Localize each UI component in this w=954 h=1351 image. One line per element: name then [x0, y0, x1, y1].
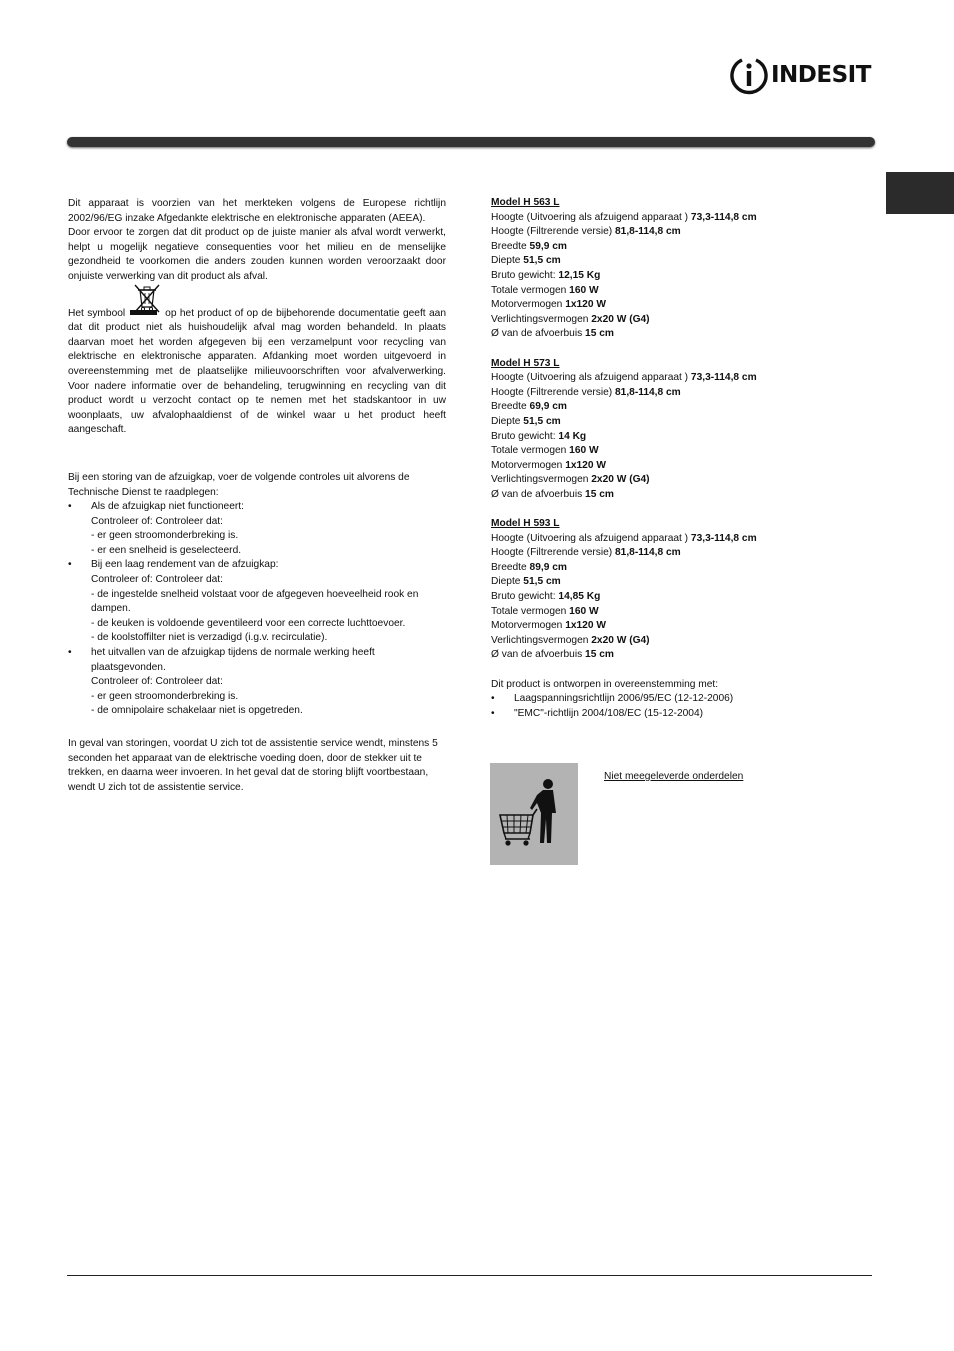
- symbol-paragraph: [68, 307, 446, 438]
- list-item: [68, 646, 446, 719]
- spec-row: Diepte 51,5 cm: [491, 576, 561, 588]
- reset-paragraph: In geval van storingen, voordat U zich tot de assistentie service wendt, minstens 5 seconden het apparaat van de elektrische voeding doen, door de stekker uit te trekken, en daarna weer invoeren. In het geval dat de storing blijft voortbestaan, wendt U zich tot de assistentie service.: [68, 738, 438, 793]
- model-title: Model H 593 L: [491, 518, 560, 530]
- spec-row: Hoogte (Uitvoering als afzuigend apparaat ) 73,3-114,8 cm: [491, 372, 757, 384]
- trouble-line: - er een snelheid is geselecteerd.: [91, 544, 242, 556]
- right-column: [491, 196, 871, 721]
- spec-row: Ø van de afvoerbuis 15 cm: [491, 488, 614, 500]
- spec-row: Diepte 51,5 cm: [491, 415, 561, 427]
- spec-row: Bruto gewicht: 14 Kg: [491, 430, 587, 442]
- spec-row: Breedte 89,9 cm: [491, 561, 567, 573]
- trouble-line: - er geen stroomonderbreking is.: [91, 530, 239, 542]
- trouble-line: - de koolstoffilter niet is verzadigd (i.g.v. recirculatie).: [91, 632, 328, 644]
- brand-name: INDESIT: [771, 61, 871, 88]
- spec-row: Breedte 59,9 cm: [491, 240, 567, 252]
- weee-black-bar: [130, 310, 157, 315]
- spec-row: Motorvermogen 1x120 W: [491, 459, 606, 471]
- list-item: [68, 558, 446, 646]
- spec-row: Hoogte (Uitvoering als afzuigend apparaat ) 73,3-114,8 cm: [491, 532, 757, 544]
- model-spec-block: [491, 517, 871, 663]
- bullet: •: [491, 707, 495, 719]
- indesit-i-circle-icon: [730, 55, 768, 95]
- spec-row: Hoogte (Filtrerende versie) 81,8-114,8 cm: [491, 386, 681, 398]
- model-title: Model H 563 L: [491, 197, 560, 208]
- trouble-line: Controleer of: Controleer dat:: [91, 676, 223, 688]
- trouble-line: - de omnipolaire schakelaar niet is opgetreden.: [91, 705, 303, 717]
- model-spec-block: [491, 357, 871, 503]
- spec-row: Verlichtingsvermogen 2x20 W (G4): [491, 313, 650, 325]
- spec-row: Hoogte (Filtrerende versie) 81,8-114,8 cm: [491, 226, 681, 238]
- parts-not-supplied-image: [490, 763, 578, 865]
- trouble-line: - de ingestelde snelheid volstaat voor de afgegeven hoeveelheid rook en dampen.: [91, 588, 419, 615]
- indesit-logo: [730, 53, 871, 97]
- trouble-line: Controleer of: Controleer dat:: [91, 515, 223, 527]
- conformity-intro: Dit product is ontworpen in overeenstemming met:: [491, 678, 719, 690]
- bullet: •: [68, 559, 72, 571]
- spec-row: Hoogte (Filtrerende versie) 81,8-114,8 cm: [491, 547, 681, 559]
- list-item: [68, 500, 446, 558]
- weee-paragraph-2: Door ervoor te zorgen dat dit product op de juiste manier als afval wordt verwerkt, helpt u mogelijk negatieve consequenties voor het milieu en de menselijke gezondheid te voorkomen die anders zouden kunnen worden veroorzaakt door onjuiste verwerking van dit product als afval.: [68, 227, 446, 282]
- troubleshooting-intro: Bij een storing van de afzuigkap, voer de volgende controles uit alvorens de Technische Dienst te raadplegen:: [68, 471, 410, 498]
- weee-paragraph-1: Dit apparaat is voorzien van het merkteken volgens de Europese richtlijn 2002/96/EG inzake Afgedankte elektrische en elektronische apparaten (AEEA).: [68, 198, 446, 224]
- language-tab-marker: [886, 172, 954, 214]
- list-item: • "EMC"-richtlijn 2004/108/EC (15-12-2004): [491, 707, 871, 722]
- spec-row: Totale vermogen 160 W: [491, 605, 599, 617]
- spec-row: Breedte 69,9 cm: [491, 401, 567, 413]
- bullet: •: [491, 693, 495, 705]
- spec-row: Hoogte (Uitvoering als afzuigend apparaat ) 73,3-114,8 cm: [491, 211, 757, 223]
- spec-row: Motorvermogen 1x120 W: [491, 620, 606, 632]
- parts-not-supplied-label: Niet meegeleverde onderdelen: [604, 771, 744, 782]
- trouble-line: - er geen stroomonderbreking is.: [91, 690, 239, 702]
- trouble-line: Controleer of: Controleer dat:: [91, 574, 223, 586]
- troubleshooting-list: [68, 500, 446, 719]
- spec-row: Verlichtingsvermogen 2x20 W (G4): [491, 634, 650, 646]
- trouble-title: Als de afzuigkap niet functioneert:: [91, 501, 244, 513]
- person-with-shopping-cart-icon: [490, 763, 578, 865]
- header-divider-bar: [67, 137, 875, 147]
- bullet: •: [68, 647, 72, 659]
- symbol-pre-text: Het symbool: [68, 307, 126, 319]
- trouble-title: Bij een laag rendement van de afzuigkap:: [91, 559, 279, 571]
- left-column: [68, 197, 446, 795]
- trouble-line: - de keuken is voldoende geventileerd voor een correcte luchttoevoer.: [91, 617, 406, 629]
- spec-row: Verlichtingsvermogen 2x20 W (G4): [491, 474, 650, 486]
- bin-icon-row: [68, 285, 446, 307]
- spec-row: Bruto gewicht: 12,15 Kg: [491, 269, 601, 281]
- bullet: •: [68, 501, 72, 513]
- trouble-title: het uitvallen van de afzuigkap tijdens de normale werking heeft plaatsgevonden.: [91, 647, 375, 673]
- spec-row: Ø van de afvoerbuis 15 cm: [491, 649, 614, 661]
- footer-divider: [67, 1275, 872, 1276]
- spec-row: Totale vermogen 160 W: [491, 284, 599, 296]
- conformity-list: [491, 692, 871, 721]
- spec-row: Motorvermogen 1x120 W: [491, 299, 606, 311]
- spec-row: Diepte 51,5 cm: [491, 255, 561, 267]
- spec-row: Bruto gewicht: 14,85 Kg: [491, 591, 601, 603]
- list-item: • Laagspanningsrichtlijn 2006/95/EC (12-12-2006): [491, 692, 871, 707]
- model-title: Model H 573 L: [491, 357, 560, 369]
- spec-row: Ø van de afvoerbuis 15 cm: [491, 328, 614, 340]
- spec-row: Totale vermogen 160 W: [491, 445, 599, 457]
- symbol-post-text: op het product of op de bijbehorende documentatie geeft aan dat dit product niet als huishoudelijk afval mag worden behandeld. In plaats daarvan moet het worden afgegeven bij een verzamelpunt voor recycling van elektrische en elektronische apparaten. Afdanking moet worden uitgevoerd in overeenstemming met de plaatselijke milieuvoorschriften voor afvalverwerking. Voor nadere informatie over de behandeling, terugwinning en recycling van dit product wordt u verzocht contact op te nemen met het stadskantoor in uw woonplaats, uw afvalophaaldienst of de winkel waar u het product heeft aangeschaft.: [68, 307, 446, 436]
- model-spec-block: [491, 196, 871, 342]
